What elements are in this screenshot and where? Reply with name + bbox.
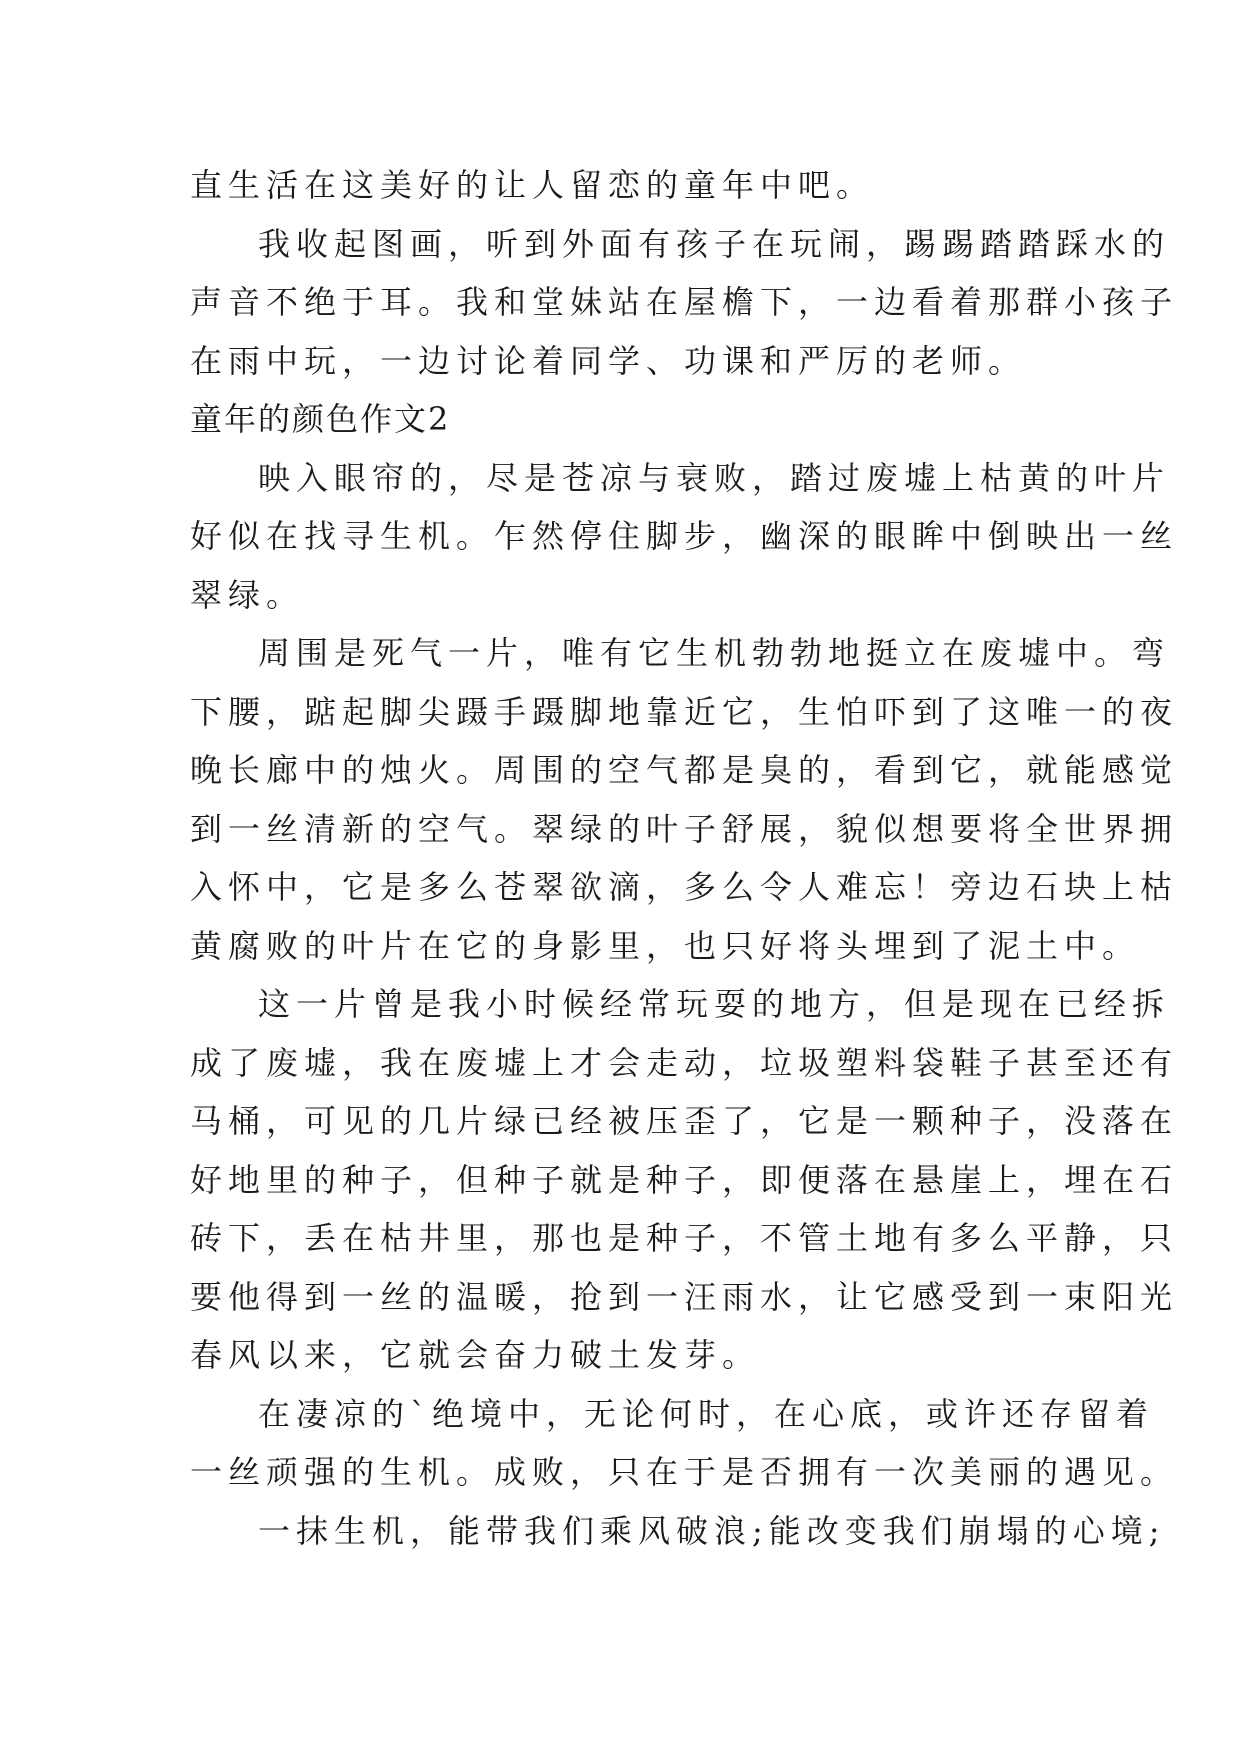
text-line: 我收起图画，听到外面有孩子在玩闹，踢踢踏踏踩水的: [258, 224, 1171, 263]
section-heading: 童年的颜色作文2: [190, 400, 451, 438]
text-line: 砖下，丢在枯井里，那也是种子，不管土地有多么平静，只: [190, 1219, 1179, 1257]
text-line: 直生活在这美好的让人留恋的童年中吧。: [190, 166, 875, 204]
text-line: 黄腐败的叶片在它的身影里，也只好将头埋到了泥土中。: [190, 926, 1141, 965]
text-line: 好似在找寻生机。乍然停住脚步，幽深的眼眸中倒映出一丝: [190, 517, 1179, 555]
text-line: 在凄凉的`绝境中，无论何时，在心底，或许还存留着: [258, 1394, 1155, 1433]
text-line: 入怀中，它是多么苍翠欲滴，多么令人难忘！旁边石块上枯: [190, 868, 1179, 906]
text-line: 一丝顽强的生机。成败，只在于是否拥有一次美丽的遇见。: [190, 1453, 1179, 1491]
text-line: 成了废墟，我在废墟上才会走动，垃圾塑料袋鞋子甚至还有: [190, 1043, 1179, 1082]
text-line: 春风以来，它就会奋力破土发芽。: [190, 1336, 761, 1374]
text-line: 要他得到一丝的温暖，抢到一汪雨水，让它感受到一束阳光: [190, 1277, 1179, 1316]
text-line: 周围是死气一片，唯有它生机勃勃地挺立在废墟中。弯: [258, 634, 1171, 672]
text-line: 翠绿。: [190, 575, 305, 614]
text-line: 马桶，可见的几片绿已经被压歪了，它是一颗种子，没落在: [190, 1102, 1179, 1140]
text-line: 晚长廊中的烛火。周围的空气都是臭的，看到它，就能感觉: [190, 751, 1179, 789]
text-line: 一抹生机，能带我们乘风破浪;能改变我们崩塌的心境;: [258, 1511, 1166, 1550]
text-line: 在雨中玩，一边讨论着同学、功课和严厉的老师。: [190, 341, 1027, 380]
text-line: 好地里的种子，但种子就是种子，即便落在悬崖上，埋在石: [190, 1160, 1179, 1199]
text-line: 声音不绝于耳。我和堂妹站在屋檐下，一边看着那群小孩子: [190, 283, 1179, 321]
text-line: 下腰，踮起脚尖蹑手蹑脚地靠近它，生怕吓到了这唯一的夜: [190, 692, 1179, 731]
document-body: [190, 156, 1179, 1560]
text-line: 到一丝清新的空气。翠绿的叶子舒展，貌似想要将全世界拥: [190, 809, 1179, 848]
text-line: 这一片曾是我小时候经常玩耍的地方，但是现在已经拆: [258, 985, 1171, 1023]
text-line: 映入眼帘的，尽是苍凉与衰败，踏过废墟上枯黄的叶片: [258, 458, 1171, 497]
